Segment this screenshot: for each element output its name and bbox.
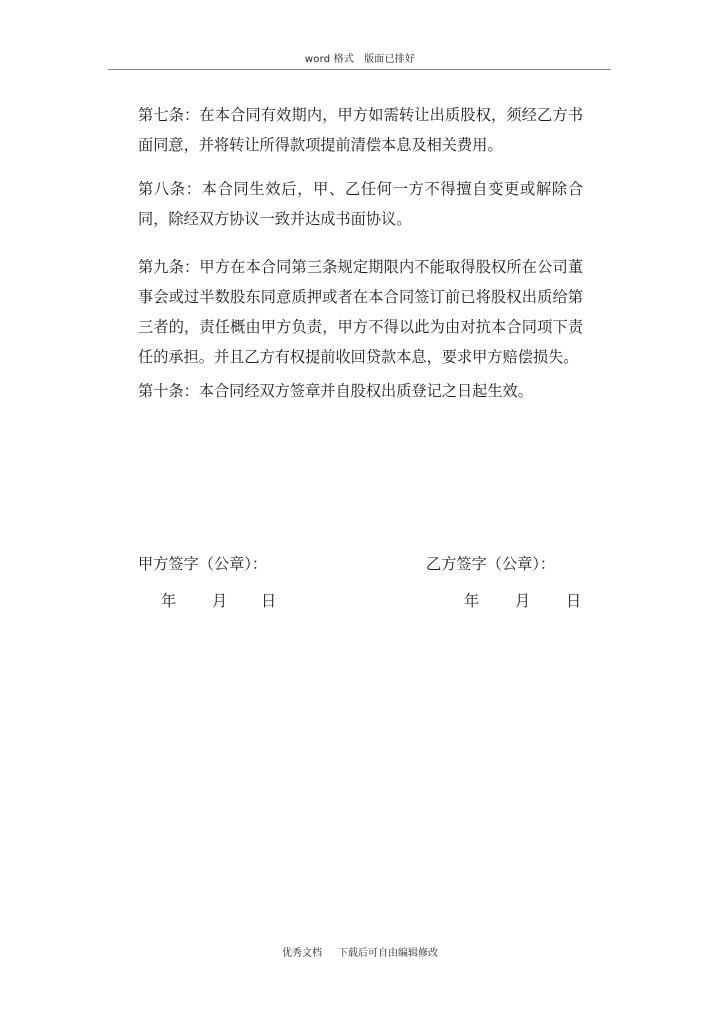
clause-8: 第八条：本合同生效后，甲、乙任何一方不得擅自变更或解除合同，除经双方协议一致并达成书面协议。 (138, 180, 583, 228)
footer-quality-label: 优秀文档 (282, 948, 322, 959)
party-a-signature-label: 甲方签字（公章）： (138, 555, 268, 573)
clause-10: 第十条：本合同经双方签章并自股权出质登记之日起生效。 (138, 382, 533, 400)
footer-edit-note: 下载后可自由编辑修改 (338, 948, 438, 959)
date-row (138, 586, 583, 616)
clause-9: 第九条：甲方在本合同第三条规定期限内不能取得股权所在公司董事会或过半数股东同意质押或者在本合同签订前已将股权出质给第三者的，责任概由甲方负责，甲方不得以此为由对抗本合同项下责任的承担。并且乙方有权提前收回贷款本息，要求甲方赔偿损失。 (138, 258, 583, 366)
party-b-signature-label: 乙方签字（公章）： (426, 555, 556, 573)
header-divider (108, 69, 611, 70)
party-a-month-label: 月 (212, 592, 228, 610)
party-b-day-label: 日 (566, 592, 582, 610)
page-header (0, 50, 720, 65)
party-b-year-label: 年 (464, 592, 480, 610)
signature-row (138, 549, 583, 579)
page-footer (0, 944, 720, 959)
party-a-year-label: 年 (161, 592, 177, 610)
header-layout-label: 版面已排好 (364, 54, 416, 65)
clause-7: 第七条：在本合同有效期内，甲方如需转让出质股权，须经乙方书面同意，并将转让所得款项提前清偿本息及相关费用。 (138, 106, 583, 154)
party-a-day-label: 日 (261, 592, 277, 610)
header-format-label: word 格式 (304, 54, 355, 65)
party-b-month-label: 月 (515, 592, 531, 610)
contract-body (138, 100, 583, 406)
